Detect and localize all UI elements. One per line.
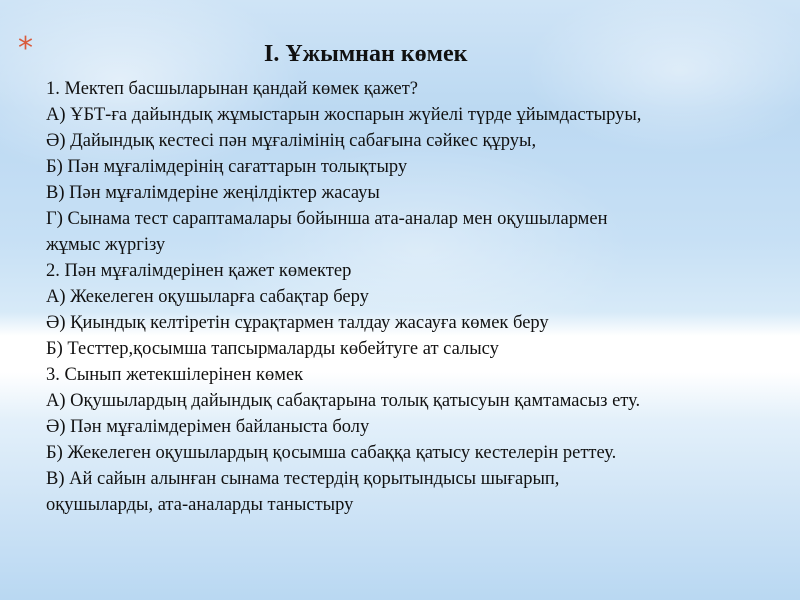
text-line: оқушыларды, ата-аналарды таныстыру — [46, 495, 354, 515]
text-line: В) Пән мұғалімдеріне жеңілдіктер жасауы — [46, 183, 380, 203]
text-line: Б) Тесттер,қосымша тапсырмаларды көбейтуге ат салысу — [46, 339, 499, 359]
text-line: 2. Пән мұғалімдерінен қажет көмектер — [46, 261, 352, 281]
text-line: Г) Сынама тест сараптамалары бойынша ата-аналар мен оқушылармен — [46, 209, 608, 229]
text-line: Ә) Дайындық кестесі пән мұғалімінің сабағына сәйкес құруы, — [46, 131, 537, 151]
text-line: В) Ай сайын алынған сынама тестердің қорытындысы шығарып, — [46, 469, 560, 489]
bullet-marker: * — [18, 31, 33, 66]
text-line: Ә) Пән мұғалімдерімен байланыста болу — [46, 417, 370, 437]
text-line: Б) Пән мұғалімдерінің сағаттарын толықтыру — [46, 157, 408, 177]
slide-content — [46, 76, 786, 518]
text-line: А) Оқушылардың дайындық сабақтарына толық қатысуын қамтамасыз ету. — [46, 391, 641, 411]
text-line: Ә) Қиындық келтіретін сұрақтармен талдау жасауға көмек беру — [46, 313, 549, 333]
text-line: А) ҰБТ-ға дайындық жұмыстарын жоспарын жүйелі түрде ұйымдастыруы, — [46, 105, 642, 125]
slide-title: I. Ұжымнан көмек — [264, 41, 468, 67]
text-line: 1. Мектеп басшыларынан қандай көмек қажет? — [46, 79, 419, 99]
text-line: 3. Сынып жетекшілерінен көмек — [46, 365, 304, 385]
text-line: жұмыс жүргізу — [46, 235, 166, 255]
text-line: Б) Жекелеген оқушылардың қосымша сабаққа қатысу кестелерін реттеу. — [46, 443, 617, 463]
text-line: А) Жекелеген оқушыларға сабақтар беру — [46, 287, 369, 307]
